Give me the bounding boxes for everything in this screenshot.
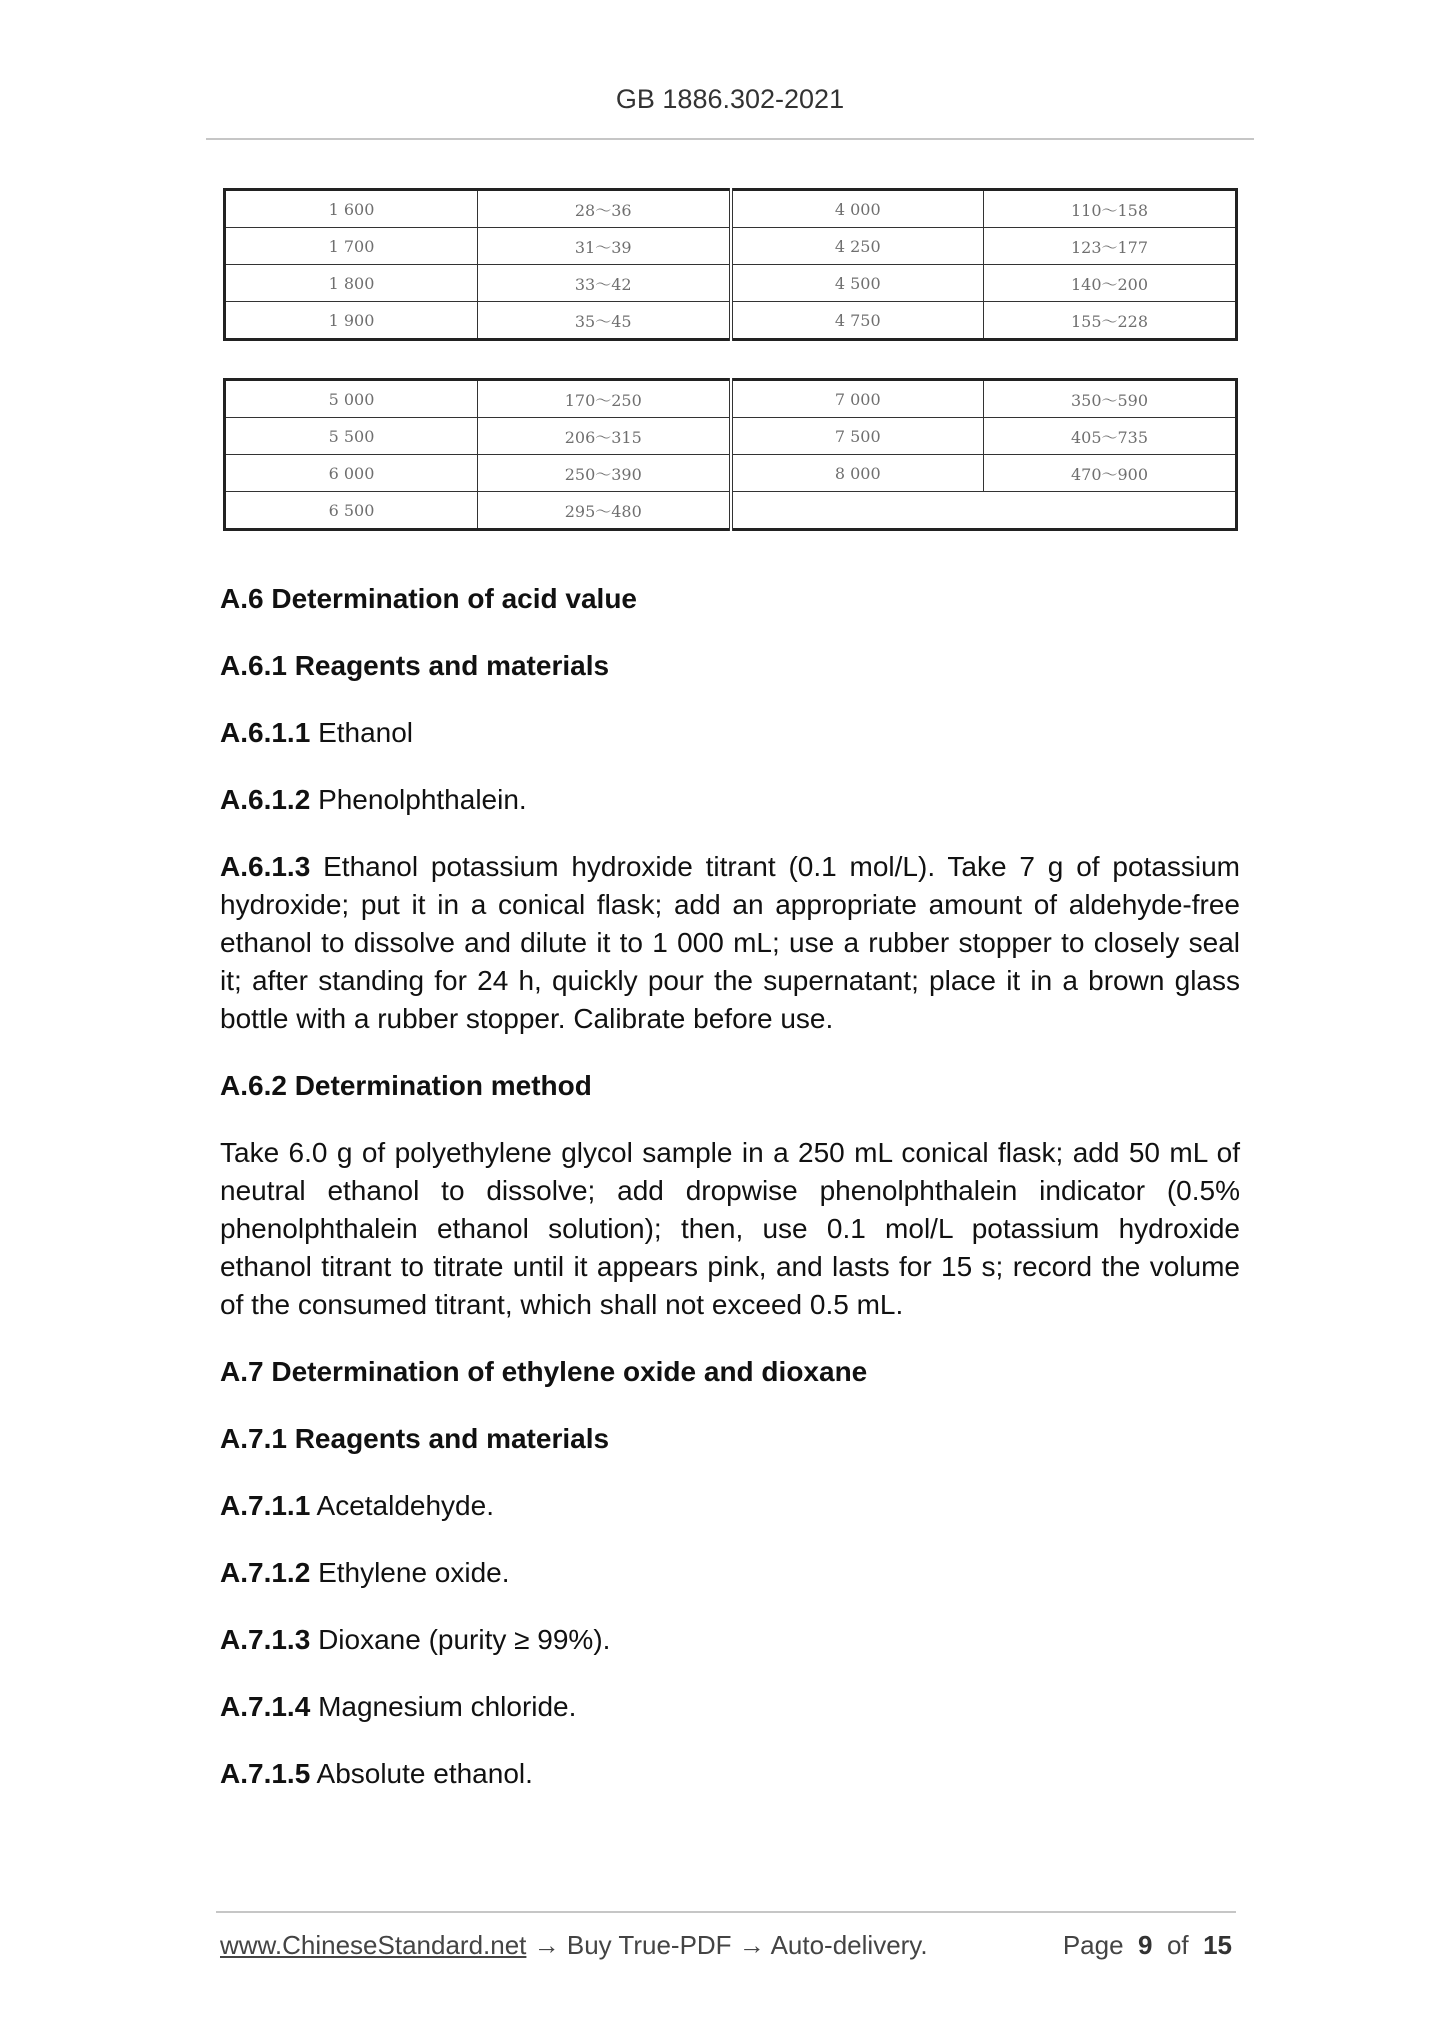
clause-a715 [220, 1755, 1240, 1793]
clause-text: Ethanol [318, 717, 414, 748]
table-cell: 6 500 [225, 492, 478, 530]
table-cell: 31～39 [478, 228, 731, 265]
page-label: Page [1062, 1930, 1124, 1960]
table-row [225, 380, 1237, 418]
table-row [225, 492, 1237, 530]
table-cell: 6 000 [225, 455, 478, 492]
table-row [225, 418, 1237, 455]
clause-text: Ethylene oxide. [318, 1557, 510, 1588]
table-row [225, 190, 1237, 228]
section-heading-a7: A.7 Determination of ethylene oxide and dioxane [220, 1356, 868, 1387]
page-total: 15 [1203, 1930, 1232, 1960]
table-cell: 1 700 [225, 228, 478, 265]
website-link[interactable]: www.ChineseStandard.net [220, 1930, 527, 1960]
section-heading-a61: A.6.1 Reagents and materials [220, 650, 610, 681]
table-cell: 1 600 [225, 190, 478, 228]
footer-tagline: → Buy True-PDF → Auto-delivery. [526, 1930, 928, 1960]
table-cell: 250～390 [478, 455, 731, 492]
table-cell: 170～250 [478, 380, 731, 418]
table-cell: 4 500 [731, 265, 984, 302]
table-cell: 7 000 [731, 380, 984, 418]
table-cell: 123～177 [984, 228, 1237, 265]
table-cell: 35～45 [478, 302, 731, 340]
table-cell: 405～735 [984, 418, 1237, 455]
table-cell: 4 250 [731, 228, 984, 265]
clause-number: A.7.1.2 [220, 1557, 311, 1588]
table-row [225, 228, 1237, 265]
table-cell: 5 000 [225, 380, 478, 418]
header-divider [206, 138, 1254, 140]
table-cell: 8 000 [731, 455, 984, 492]
clause-text: Absolute ethanol. [316, 1758, 533, 1789]
section-heading-a62: A.6.2 Determination method [220, 1070, 592, 1101]
table-cell: 140～200 [984, 265, 1237, 302]
table-cell: 7 500 [731, 418, 984, 455]
table-cell: 1 800 [225, 265, 478, 302]
page-indicator [1063, 1930, 1232, 1961]
footer-divider [216, 1911, 1236, 1913]
table-cell: 295～480 [478, 492, 731, 530]
clause-number: A.6.1.1 [220, 717, 311, 748]
table-cell: 350～590 [984, 380, 1237, 418]
table-cell: 33～42 [478, 265, 731, 302]
table-cell: 155～228 [984, 302, 1237, 340]
clause-text: Magnesium chloride. [318, 1691, 577, 1722]
clause-a713 [220, 1621, 1240, 1659]
table-cell: 110～158 [984, 190, 1237, 228]
of-label: of [1166, 1930, 1189, 1960]
clause-number: A.7.1.5 [220, 1758, 311, 1789]
clause-text: Acetaldehyde. [316, 1490, 494, 1521]
clause-a613 [220, 848, 1240, 1038]
document-body [220, 580, 1240, 1822]
table-cell: 1 900 [225, 302, 478, 340]
page-footer [220, 1930, 1232, 1961]
clause-text: Phenolphthalein. [318, 784, 527, 815]
table-cell: 28～36 [478, 190, 731, 228]
table-cell: 4 000 [731, 190, 984, 228]
viscosity-table-upper [223, 188, 1238, 341]
clause-a612 [220, 781, 1240, 819]
document-id-header: GB 1886.302-2021 [615, 84, 845, 114]
clause-text: Dioxane (purity ≥ 99%). [318, 1624, 611, 1655]
footer-left [220, 1930, 928, 1961]
clause-a711 [220, 1487, 1240, 1525]
table-cell: 206～315 [478, 418, 731, 455]
table-row [225, 455, 1237, 492]
clause-number: A.7.1.1 [220, 1490, 311, 1521]
clause-number: A.6.1.3 [220, 851, 311, 882]
section-heading-a71: A.7.1 Reagents and materials [220, 1423, 610, 1454]
table-row [225, 265, 1237, 302]
table-cell: 5 500 [225, 418, 478, 455]
viscosity-table-lower [223, 378, 1238, 531]
table-cell: 470～900 [984, 455, 1237, 492]
section-heading-a6: A.6 Determination of acid value [220, 583, 637, 614]
table-cell-empty [731, 492, 1237, 530]
table-cell: 4 750 [731, 302, 984, 340]
clause-number: A.7.1.4 [220, 1691, 311, 1722]
table-row [225, 302, 1237, 340]
clause-number: A.6.1.2 [220, 784, 311, 815]
paragraph-a62-method: Take 6.0 g of polyethylene glycol sample in a 250 mL conical flask; add 50 mL of neutral ethanol to dissolve; add dropwise phenolphthalein indicator (0.5% phenolphthalein ethanol solution); then, use 0.1 mol/L potassium hydroxide ethanol titrant to titrate until it appears pink, and lasts for 15 s; record the volume of the consumed titrant, which shall not exceed 0.5 mL. [220, 1137, 1240, 1320]
page-number: 9 [1138, 1930, 1153, 1960]
clause-a611 [220, 714, 1240, 752]
clause-text: Ethanol potassium hydroxide titrant (0.1 mol/L). Take 7 g of potassium hydroxide; put it in a conical flask; add an appropriate amount of aldehyde-free ethanol to dissolve and dilute it to 1 000 mL; use a rubber stopper to closely seal it; after standing for 24 h, quickly pour the supernatant; place it in a brown glass bottle with a rubber stopper. Calibrate before use. [220, 851, 1241, 1034]
clause-a712 [220, 1554, 1240, 1592]
clause-number: A.7.1.3 [220, 1624, 311, 1655]
clause-a714 [220, 1688, 1240, 1726]
